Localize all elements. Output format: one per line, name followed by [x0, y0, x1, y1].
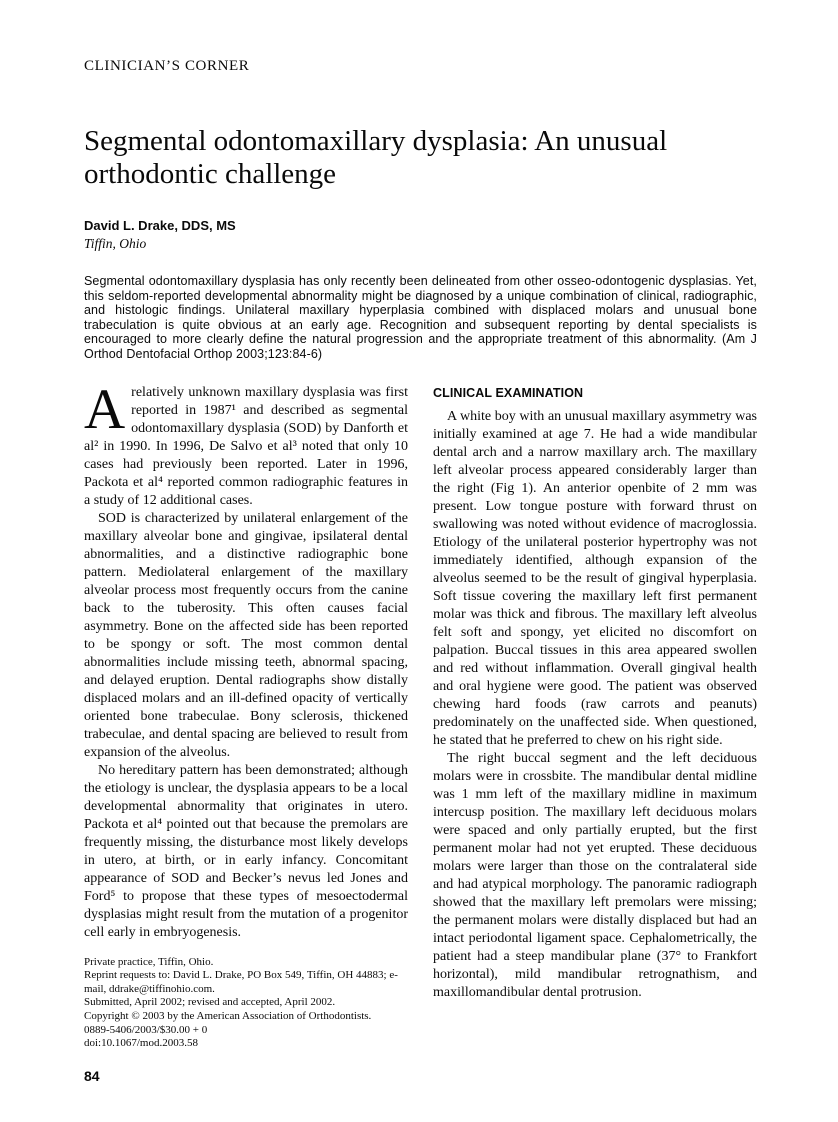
footnote-doi: doi:10.1067/mod.2003.58 — [84, 1037, 198, 1050]
footnote-affiliation: Private practice, Tiffin, Ohio. — [84, 955, 214, 968]
clinical-examination-heading: CLINICAL EXAMINATION — [433, 385, 584, 400]
body-paragraph-3: No hereditary pattern has been demonstrated; although the etiology is unclear, the dysplasia appears to be a local developmental abnormality that originates in utero. Packota et al⁴ pointed out that because the premolars are frequently missing, the disturbance most likely develops in utero, at birth, or in early infancy. Concomitant appearance of SOD and Becker’s nevus led Jones and Ford⁵ to propose that these types of mesoectodermal dysplasias might result from the mutation of a progenitor cell early in embryogenesis. — [84, 762, 408, 940]
body-paragraph-1-text: relatively unknown maxillary dysplasia was first reported in 1987¹ and described as segmental odontomaxillary dysplasia (SOD) by Danforth et al² in 1990. In 1996, De Salvo et al³ noted that only 10 cases had previously been reported. Later in 1996, Packota et al⁴ reported common radiographic features in a study of 12 additional cases. — [84, 384, 408, 508]
footnote-issn-price: 0889-5406/2003/$30.00 + 0 — [84, 1023, 208, 1036]
abstract-text: Segmental odontomaxillary dysplasia has only recently been delineated from other osseo-odontogenic dysplasias. Yet, this seldom-reported developmental abnormality might be diagnosed by a unique combination of clinical, radiographic, and histologic findings. Unilateral maxillary hyperplasia combined with displaced molars and unusual bone trabeculation is quite obvious at an early age. Recognition and subsequent reporting by dental specialists is encouraged to more clearly define the natural progression and the appropriate treatment of this abnormality. (Am J Orthod Dentofacial Orthop 2003;123:84-6) — [84, 274, 757, 361]
right-column — [433, 384, 757, 1085]
footnote-submission-dates: Submitted, April 2002; revised and accepted, April 2002. — [84, 996, 336, 1009]
article-title: Segmental odontomaxillary dysplasia: An unusual orthodontic challenge — [84, 125, 668, 190]
dropcap-letter: A — [84, 377, 126, 441]
footnote-copyright: Copyright © 2003 by the American Association of Orthodontists. — [84, 1009, 372, 1022]
author-name: David L. Drake, DDS, MS — [84, 218, 236, 233]
left-column — [84, 377, 408, 1085]
clinical-paragraph-2: The right buccal segment and the left deciduous molars were in crossbite. The mandibular dental midline was 1 mm left of the maxillary midline in maximum intercusp position. The maxillary left deciduous molars were spaced and only partially erupted, but the first permanent molar had not yet erupted. These deciduous molars were larger than those on the contralateral side and had atypical morphology. The panoramic radiograph showed that the maxillary left premolars were missing; the permanent molars were distally displaced but had an intact periodontal ligament space. Cephalometrically, the patient had a steep mandibular plane (37° to Frankfort horizontal), mild mandibular retrognathism, and maxillomandibular dental protrusion. — [433, 750, 757, 1000]
body-columns — [84, 377, 757, 1085]
clinical-paragraph-1: A white boy with an unusual maxillary asymmetry was initially examined at age 7. He had a wide mandibular dental arch and a narrow maxillary arch. The maxillary left alveolar process appeared considerably larger than the right (Fig 1). An anterior openbite of 2 mm was present. Low tongue posture with forward thrust on swallowing was noted without evidence of macroglossia. Etiology of the unilateral posterior hypertrophy was not immediately identified, although expansion of the alveolus seemed to be the result of gingival hyperplasia. Soft tissue covering the maxillary left first permanent molar was thick and fibrous. The maxillary left alveolus felt soft and spongy, yet elicited no discomfort on palpation. Buccal tissues in this area appeared swollen and red without inflammation. Overall gingival health and oral hygiene were good. The patient was observed chewing hard foods (raw carrots and peanuts) predominately on the unaffected side. When questioned, he stated that he preferred to chew on his right side. — [433, 408, 757, 748]
body-paragraph-1 — [84, 377, 408, 510]
section-label: CLINICIAN’S CORNER — [84, 58, 250, 74]
author-affiliation: Tiffin, Ohio — [84, 236, 147, 251]
body-paragraph-2: SOD is characterized by unilateral enlargement of the maxillary alveolar bone and gingivae, ipsilateral dental abnormalities, and a distinctive radiographic bone pattern. Mediolateral enlargement of the maxillary alveolar process most frequently occurs from the canine back to the tuberosity. This often causes facial asymmetry. Bone on the affected side has been reported to be spongy or soft. The most common dental abnormalities include missing teeth, abnormal spacing, and delayed eruption. Dental radiographs show distally displaced molars and an ill-defined opacity of vertically oriented bone trabeculae. Bony sclerosis, thickened trabeculae, and dental spacing are believed to result from expansion of the alveolus. — [84, 510, 408, 760]
page-number: 84 — [84, 1067, 100, 1084]
footnotes-block — [84, 956, 408, 1051]
footnote-reprint-requests: Reprint requests to: David L. Drake, PO Box 549, Tiffin, OH 44883; e-mail, ddrake@tiffinohio.com. — [84, 969, 398, 995]
